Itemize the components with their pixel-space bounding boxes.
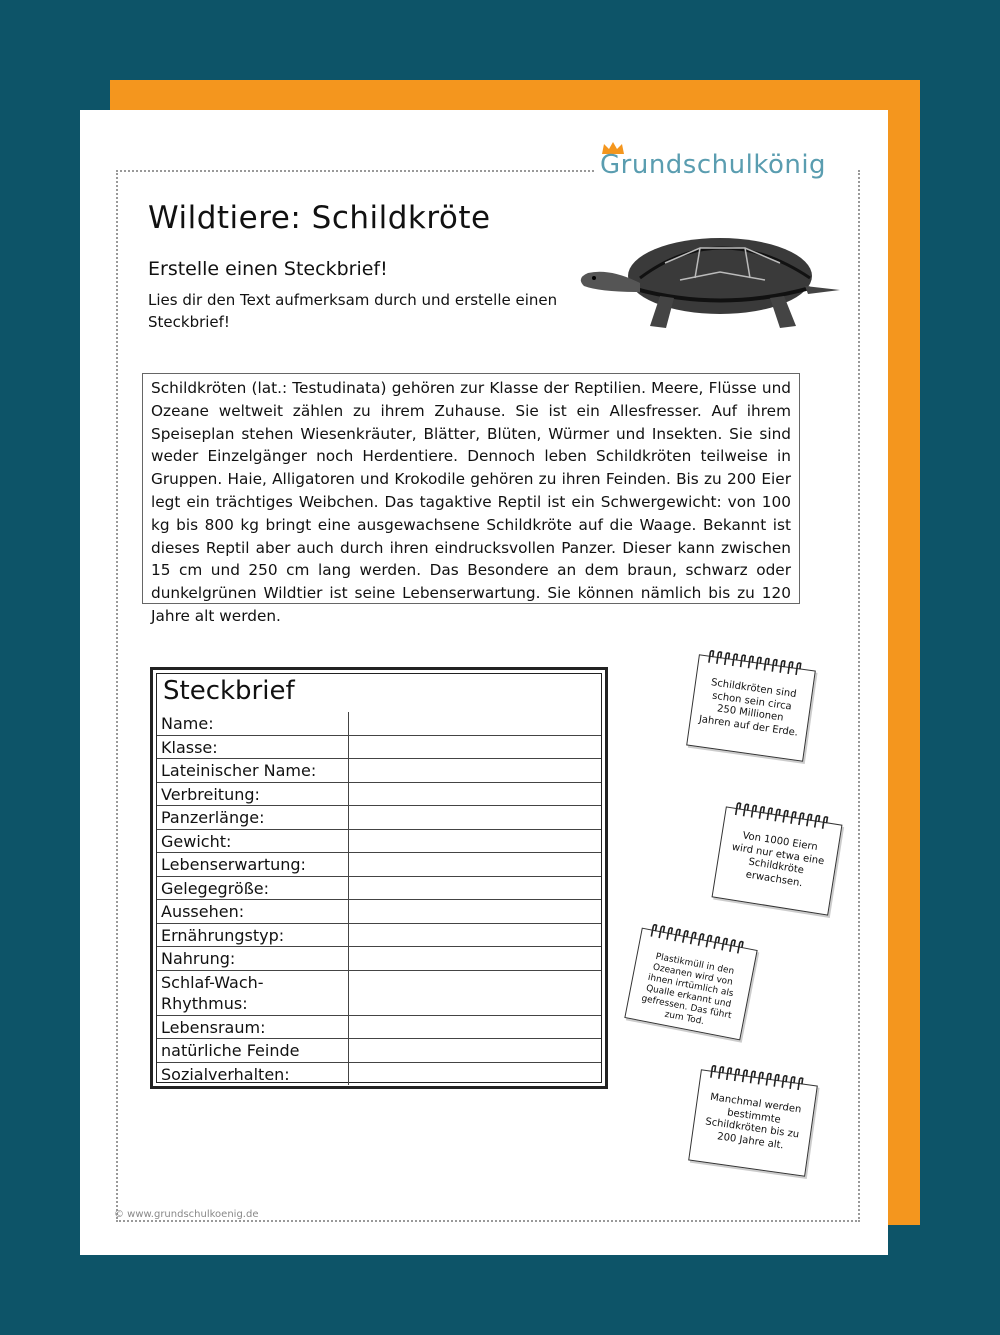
table-row [157, 947, 601, 971]
field-label: Aussehen: [157, 900, 349, 923]
field-label: Lebensraum: [157, 1016, 349, 1039]
answer-field[interactable] [349, 853, 601, 876]
table-row [157, 1063, 601, 1086]
field-label: Name: [157, 712, 349, 735]
table-row [157, 853, 601, 877]
field-label: Sozialverhalten: [157, 1063, 349, 1086]
table-row [157, 1039, 601, 1063]
copyright-notice: © www.grundschulkoenig.de [114, 1209, 259, 1220]
table-row [157, 736, 601, 760]
field-label: Gelegegröße: [157, 877, 349, 900]
field-label: Lebenserwartung: [157, 853, 349, 876]
field-label: Lateinischer Name: [157, 759, 349, 782]
table-row [157, 900, 601, 924]
field-label: Schlaf-Wach-Rhythmus: [157, 971, 349, 1015]
page-title: Wildtiere: Schildkröte [148, 200, 491, 236]
field-label: Nahrung: [157, 947, 349, 970]
steckbrief-heading: Steckbrief [163, 676, 295, 706]
reading-text: Schildkröten (lat.: Testudinata) gehören zur Klasse der Reptilien. Meere, Flüsse und Ozeane weltweit zählen zu ihrem Zuhause. Sie ist ein Allesfresser. Auf ihrem Speiseplan stehen Wiesenkräuter, Blätter, Blüten, Würmer und Insekten. Sie sind weder Einzelgänger noch Herdentiere. Dennoch leben Schildkröten teilweise in Gruppen. Haie, Alligatoren und Krokodile gehören zu ihren Feinden. Bis zu 200 Eier legt ein trächtiges Weibchen. Das tagaktive Reptil ist ein Schwergewicht: von 100 kg bis 800 kg bringt eine ausgewachsene Schildkröte auf die Waage. Bekannt ist dieses Reptil aber auch durch ihren eindrucksvollen Panzer. Dieser kann zwischen 15 cm und 250 cm lang werden. Das Besondere an dem braun, schwarz oder dunkelgrünen Wildtier ist seine Lebenserwartung. Sie können nämlich bis zu 120 Jahre alt werden. [142, 373, 800, 604]
dotted-border-top [116, 170, 594, 172]
answer-field[interactable] [349, 830, 601, 853]
answer-field[interactable] [349, 1063, 601, 1086]
note-text: Manchmal werden bestimmte Schildkröten bis zu 200 Jahre alt. [704, 1091, 802, 1151]
table-row [157, 924, 601, 948]
field-label: Panzerlänge: [157, 806, 349, 829]
field-label: Gewicht: [157, 830, 349, 853]
answer-field[interactable] [349, 759, 601, 782]
task-subtitle: Erstelle einen Steckbrief! [148, 258, 388, 280]
answer-field[interactable] [349, 877, 601, 900]
answer-field[interactable] [349, 924, 601, 947]
fact-note [712, 806, 843, 915]
table-row [157, 806, 601, 830]
answer-field[interactable] [349, 736, 601, 759]
field-label: Verbreitung: [157, 783, 349, 806]
brand-logo: Grundschulkönig [600, 150, 827, 180]
fact-note [688, 1069, 818, 1177]
answer-field[interactable] [349, 971, 601, 1015]
turtle-illustration [570, 228, 850, 338]
table-row [157, 712, 601, 736]
field-label: Klasse: [157, 736, 349, 759]
table-row [157, 759, 601, 783]
answer-field[interactable] [349, 900, 601, 923]
table-row [157, 971, 601, 1016]
answer-field[interactable] [349, 783, 601, 806]
answer-field[interactable] [349, 806, 601, 829]
answer-field[interactable] [349, 712, 601, 735]
field-label: natürliche Feinde [157, 1039, 349, 1062]
table-row [157, 783, 601, 807]
task-instruction: Lies dir den Text aufmerksam durch und erstelle einen Steckbrief! [148, 291, 558, 331]
note-text: Schildkröten sind schon sein circa 250 Millionen Jahren auf der Erde. [698, 677, 799, 739]
answer-field[interactable] [349, 1016, 601, 1039]
table-row [157, 830, 601, 854]
note-text: Von 1000 Eiern wird nur etwa eine Schildkröte erwachsen. [731, 830, 826, 889]
answer-field[interactable] [349, 947, 601, 970]
field-label: Ernährungstyp: [157, 924, 349, 947]
note-text: Plastikmüll in den Ozeanen wird von ihnen irrtümlich als Qualle erkannt und gefressen. Das führt zum Tod. [640, 951, 735, 1028]
fact-note [686, 654, 816, 762]
answer-field[interactable] [349, 1039, 601, 1062]
table-row [157, 877, 601, 901]
table-row [157, 1016, 601, 1040]
steckbrief-table [150, 667, 608, 1089]
